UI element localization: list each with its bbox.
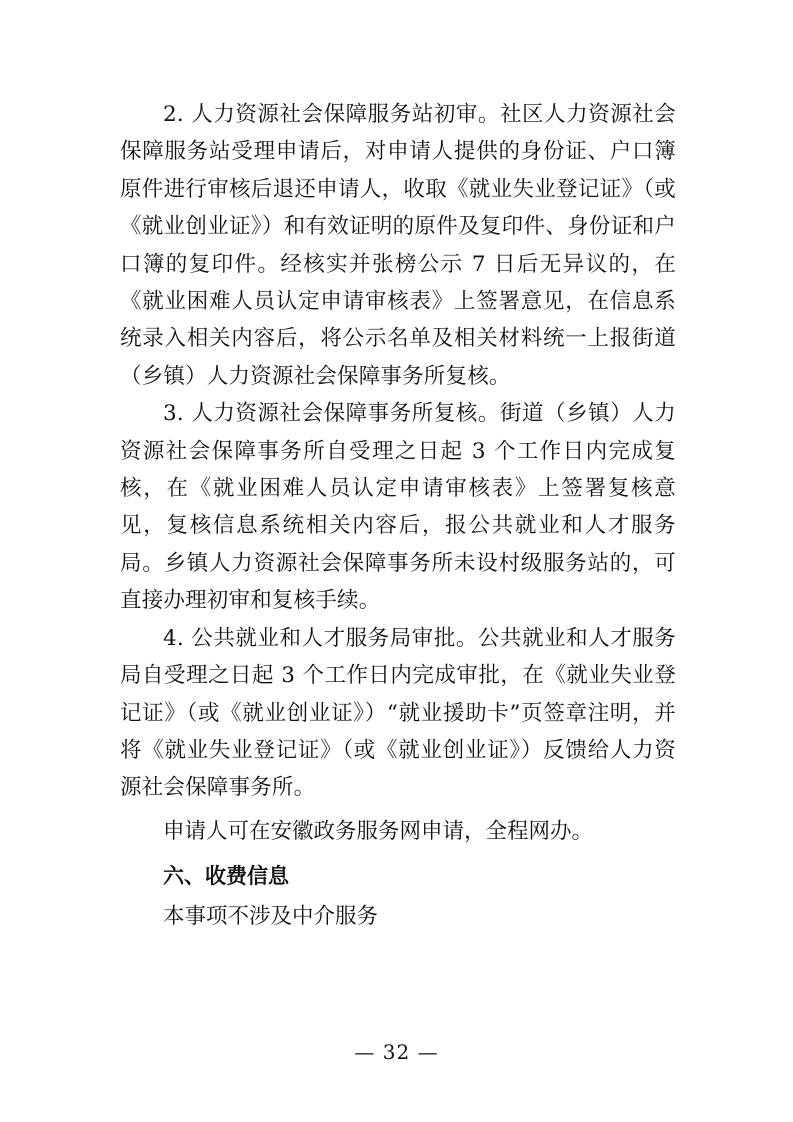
paragraph-step-2: 2. 人力资源社会保障服务站初审。社区人力资源社会保障服务站受理申请后，对申请人提供的身份证、户口簿原件进行审核后退还申请人，收取《就业失业登记证》（或《就业创业证》）和有效证明的原件及复印件、身份证和户口簿的复印件。经核实并张榜公示 7 日后无异议的，在《就业困难人员认定申请审核表》上签署意见，在信息系统录入相关内容后，将公示名单及相关材料统一上报街道（乡镇）人力资源社会保障事务所复核。	[120, 102, 676, 389]
paragraph-step-3: 3. 人力资源社会保障事务所复核。街道（乡镇）人力资源社会保障事务所自受理之日起 3 个工作日内完成复核，在《就业困难人员认定申请审核表》上签署复核意见，复核信息系统相关内容后，报公共就业和人才服务局。乡镇人力资源社会保障事务所未设村级服务站的，可直接办理初审和复核手续。	[120, 401, 676, 614]
paragraph-step-4: 4. 公共就业和人才服务局审批。公共就业和人才服务局自受理之日起 3 个工作日内完成审批，在《就业失业登记证》（或《就业创业证》）“就业援助卡”页签章注明，并将《就业失业登记证》（或《就业创业证》）反馈给人力资源社会保障事务所。	[120, 625, 676, 801]
online-application-note: 申请人可在安徽政务服务网申请，全程网办。	[163, 818, 594, 844]
section-heading-fee-info: 六、收费信息	[163, 864, 289, 889]
document-body	[120, 96, 676, 935]
page-number: — 32 —	[354, 1040, 439, 1064]
fee-info-text: 本事项不涉及中介服务	[163, 903, 379, 929]
